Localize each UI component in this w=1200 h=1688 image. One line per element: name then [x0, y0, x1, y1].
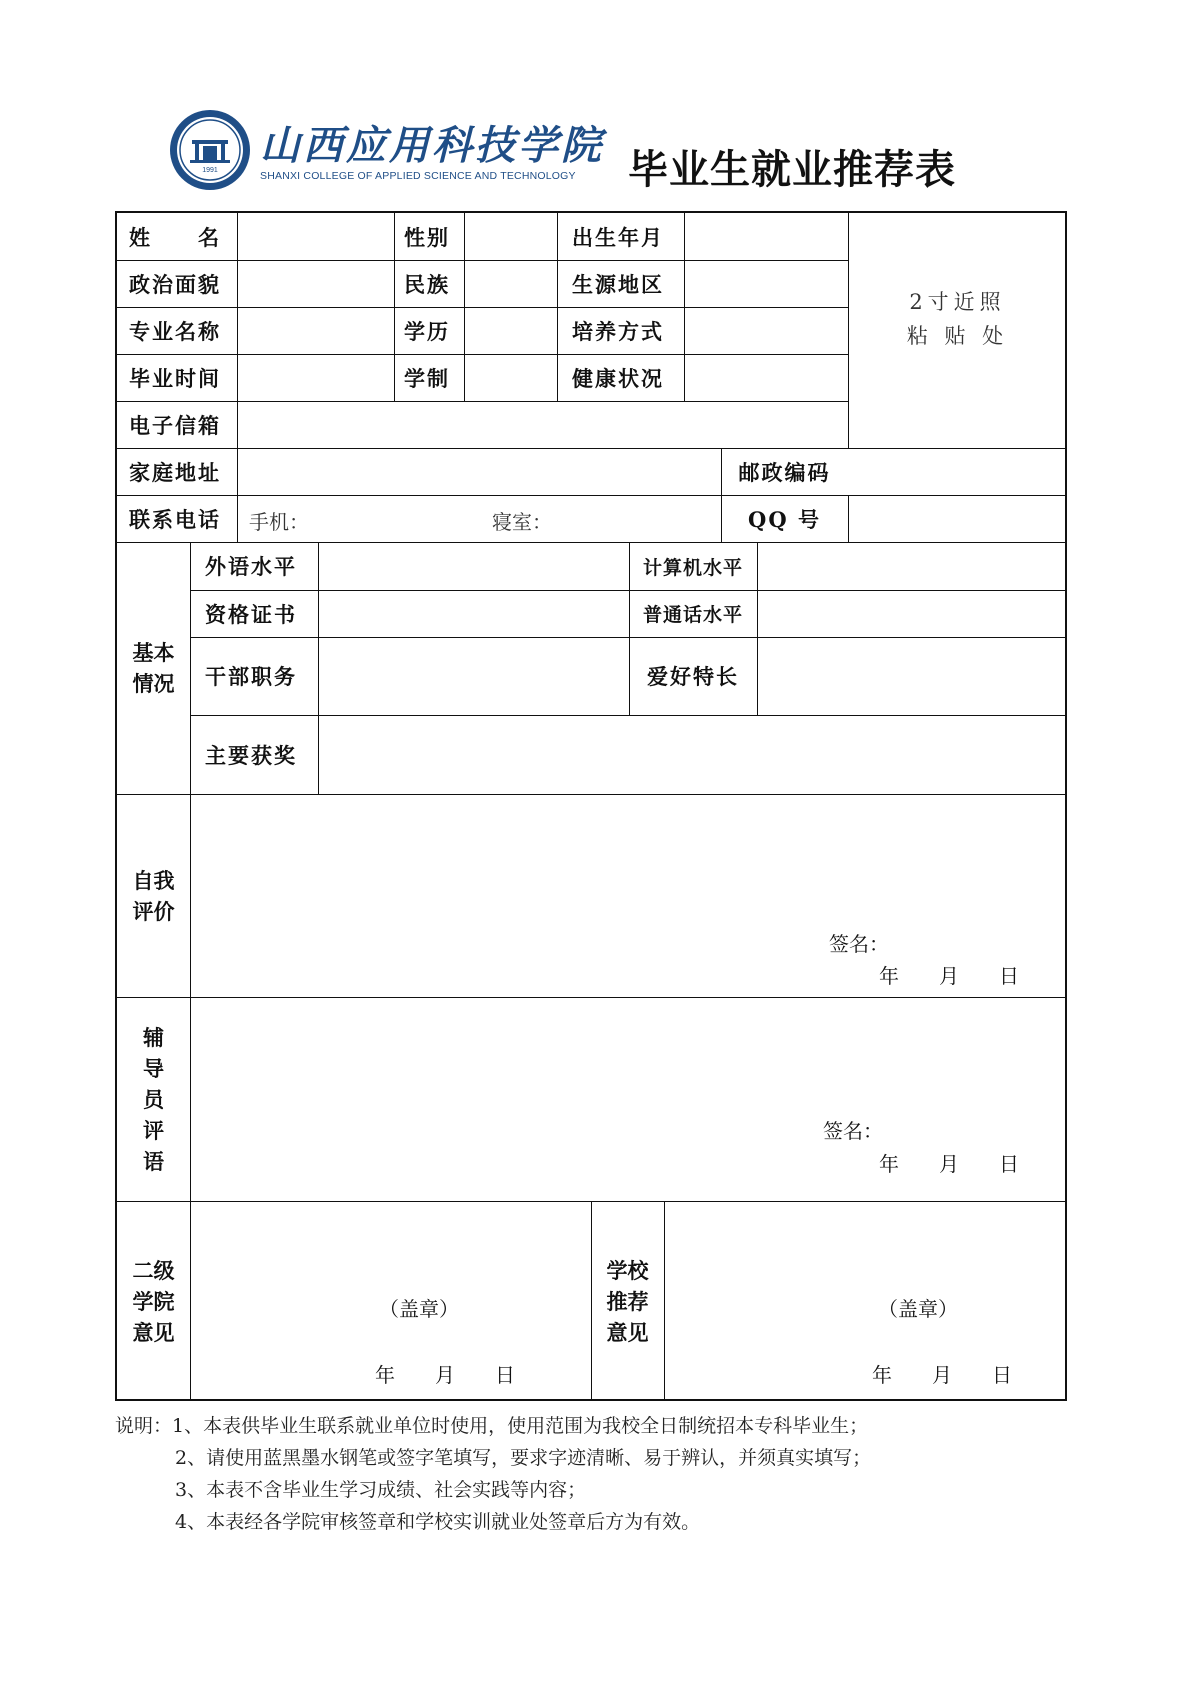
college-date: 年 月 日: [375, 1363, 515, 1387]
school-seal-icon: [168, 108, 252, 192]
college-stamp: （盖章）: [379, 1297, 459, 1321]
label-education: 学历: [404, 318, 450, 344]
form-title: 毕业生就业推荐表: [628, 147, 956, 193]
note-1: 说明：1、本表供毕业生联系就业单位时使用，使用范围为我校全日制统招本专科毕业生；: [115, 1415, 869, 1437]
label-dorm: 寝室：: [492, 510, 552, 534]
label-duration: 学制: [404, 365, 450, 391]
label-major: 专业名称: [129, 318, 221, 344]
form-notes: [115, 1410, 871, 1538]
photo-text-line2: 粘 贴 处: [906, 324, 1009, 348]
label-foreign-language: 外语水平: [205, 554, 297, 579]
label-awards: 主要获奖: [205, 742, 297, 768]
label-gender: 性别: [404, 224, 450, 250]
label-postal-code: 邮政编码: [738, 459, 831, 485]
note-4: 4、本表经各学院审核签章和学校实训就业处签章后方为有效。: [175, 1511, 701, 1533]
label-health: 健康状况: [572, 365, 664, 391]
counselor-date: 年 月 日: [879, 1152, 1019, 1176]
counselor-signature: 签名：: [823, 1119, 883, 1143]
document-header: [168, 108, 1008, 198]
seal-year: 1991: [202, 167, 218, 174]
label-cadre-position: 干部职务: [205, 664, 297, 689]
self-eval-date: 年 月 日: [879, 964, 1019, 988]
label-certificates: 资格证书: [205, 601, 297, 627]
school-name-en: SHANXI COLLEGE OF APPLIED SCIENCE AND TECHNOLOGY: [260, 170, 576, 182]
self-eval-signature: 签名：: [829, 932, 889, 956]
label-email: 电子信箱: [129, 412, 221, 438]
label-qq: QQ 号: [748, 506, 821, 532]
section-college-opinion: 二级 学院 意见: [132, 1257, 175, 1345]
section-school-opinion: 学校 推荐 意见: [606, 1257, 649, 1345]
label-hobbies: 爱好特长: [647, 664, 739, 689]
photo-text-line1: 2寸近照: [909, 290, 1006, 314]
school-stamp: （盖章）: [878, 1297, 958, 1321]
label-mandarin-level: 普通话水平: [642, 604, 743, 626]
label-mobile: 手机：: [249, 510, 309, 534]
section-counselor-comment: 辅 导 员 评 语: [143, 1024, 164, 1174]
label-birth-date: 出生年月: [572, 224, 664, 250]
label-name: 姓 名: [129, 224, 221, 250]
label-home-address: 家庭地址: [129, 459, 221, 485]
label-origin-region: 生源地区: [572, 271, 664, 297]
section-basic-info: 基本 情况: [132, 640, 175, 696]
label-graduation-time: 毕业时间: [129, 365, 221, 391]
section-self-evaluation: 自我 评价: [132, 867, 175, 924]
label-political-status: 政治面貌: [129, 271, 221, 297]
recommendation-form: [115, 211, 1067, 1401]
note-3: 3、本表不含毕业生学习成绩、社会实践等内容；: [175, 1479, 587, 1501]
label-phone: 联系电话: [129, 506, 221, 532]
school-name-cn: 山西应用科技学院: [260, 122, 604, 169]
label-computer-level: 计算机水平: [642, 556, 743, 579]
photo-placeholder[interactable]: [848, 285, 1067, 353]
school-date: 年 月 日: [872, 1363, 1012, 1387]
note-2: 2、请使用蓝黑墨水钢笔或签字笔填写，要求字迹清晰、易于辨认，并须真实填写；: [175, 1447, 872, 1469]
label-training-mode: 培养方式: [572, 318, 664, 344]
label-ethnicity: 民族: [404, 271, 450, 297]
